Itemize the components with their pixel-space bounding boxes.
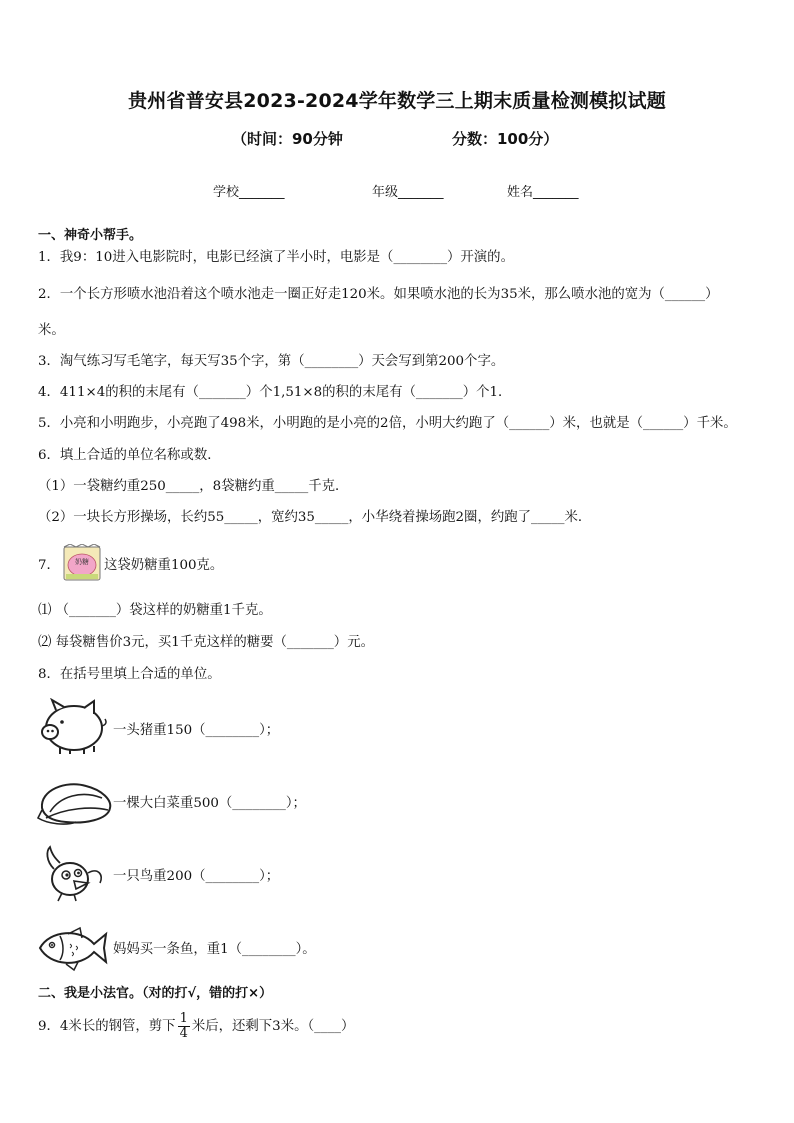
question-9-text-before: 9．4米长的钢管，剪下 <box>38 1019 176 1034</box>
question-7-number: 7． <box>38 558 60 573</box>
bird-icon <box>40 843 108 903</box>
question-7: 这袋奶糖重100克。 <box>104 558 224 573</box>
question-2-continued: 米。 <box>38 323 65 338</box>
question-9 <box>38 1012 354 1042</box>
question-7-part-2: ⑵ 每袋糖售价3元，买1千克这样的糖要（_______）元。 <box>38 635 374 650</box>
name-field: 姓名_______ <box>507 185 579 200</box>
question-1: 1．我9：10进入电影院时，电影已经演了半小时，电影是（________）开演的。 <box>38 250 514 265</box>
candy-bag-label: 奶糖 <box>75 558 89 566</box>
question-6-part-2: （2）一块长方形操场，长约55_____，宽约35_____，小华绕着操场跑2圈，约跑了_____米． <box>38 510 592 525</box>
question-4: 4．411×4的积的末尾有（_______）个1,51×8的积的末尾有（_______）个1． <box>38 385 512 400</box>
question-8-fish: 妈妈买一条鱼，重1（________）。 <box>113 942 316 957</box>
question-7-part-1: ⑴ （_______）袋这样的奶糖重1千克。 <box>38 603 272 618</box>
fraction-one-quarter <box>178 1012 190 1041</box>
fraction-numerator: 1 <box>179 1011 188 1026</box>
fish-icon <box>36 924 110 972</box>
question-6: 6．填上合适的单位名称或数． <box>38 448 221 463</box>
question-8-pig: 一头猪重150（________）； <box>113 723 280 738</box>
section-2-heading: 二、我是小法官。（对的打√，错的打×） <box>38 986 273 1001</box>
fraction-denominator: 4 <box>179 1026 188 1041</box>
question-8: 8．在括号里填上合适的单位。 <box>38 667 221 682</box>
candy-bag-icon <box>62 544 102 582</box>
cabbage-icon <box>36 778 114 828</box>
question-8-bird: 一只鸟重200（________）； <box>113 869 280 884</box>
question-9-text-after: 米后，还剩下3米。（____） <box>191 1019 355 1034</box>
question-2: 2．一个长方形喷水池沿着这个喷水池走一圈正好走120米。如果喷水池的长为35米，那么喷水池的宽为（______） <box>38 287 719 302</box>
exam-score: 分数：100分） <box>452 130 559 148</box>
school-field: 学校_______ <box>213 185 285 200</box>
pig-icon <box>36 698 108 756</box>
question-6-part-1: （1）一袋糖约重250_____，8袋糖约重_____千克． <box>38 479 349 494</box>
grade-field: 年级_______ <box>372 185 444 200</box>
section-1-heading: 一、神奇小帮手。 <box>38 228 143 243</box>
question-3: 3．淘气练习写毛笔字，每天写35个字，第（________）天会写到第200个字。 <box>38 354 505 369</box>
question-5: 5．小亮和小明跑步，小亮跑了498米，小明跑的是小亮的2倍，小明大约跑了（______）米，也就是（______）千米。 <box>38 416 737 431</box>
page-title: 贵州省普安县2023-2024学年数学三上期末质量检测模拟试题 <box>128 90 666 112</box>
question-8-cabbage: 一棵大白菜重500（________）； <box>113 796 306 811</box>
exam-time: （时间：90分钟 <box>232 130 343 148</box>
